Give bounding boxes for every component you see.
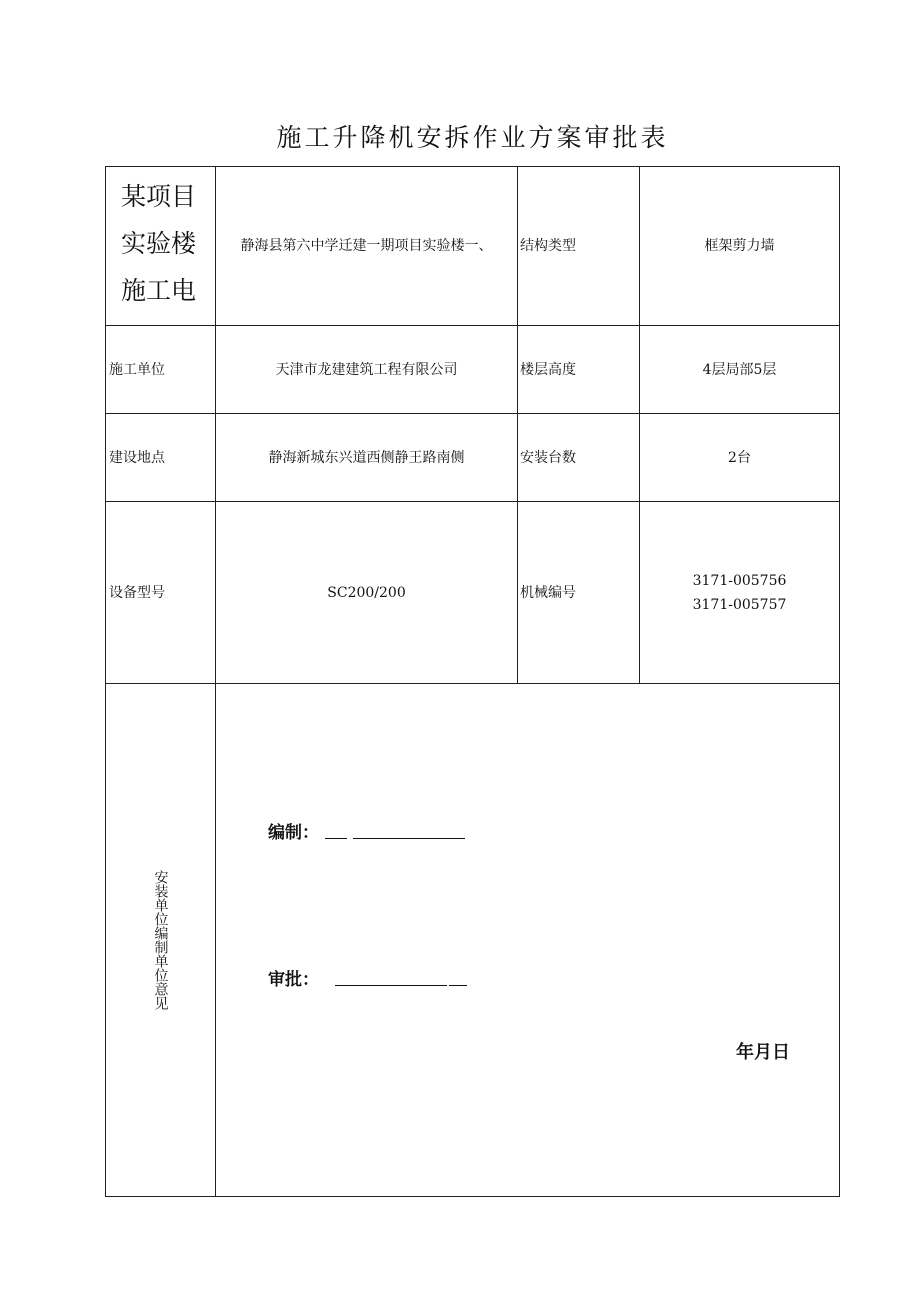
compile-label: 编制：	[268, 823, 319, 843]
approve-blank-long[interactable]	[335, 984, 447, 986]
construction-unit-value: 天津市龙建建筑工程有限公司	[275, 361, 458, 378]
compile-blank-long[interactable]	[353, 837, 465, 839]
structure-type-value: 框架剪力墙	[704, 237, 775, 254]
install-count-label: 安装台数	[520, 449, 576, 466]
page-title: 施工升降机安拆作业方案审批表	[276, 123, 669, 152]
approve-blank-short[interactable]	[449, 984, 467, 986]
project-name-value: 静海县第六中学迁建一期项目实验楼一、	[240, 237, 493, 254]
construction-unit-label: 施工单位	[109, 361, 165, 378]
compile-row	[268, 818, 465, 843]
machine-number-1: 3171-005756	[692, 572, 787, 589]
site-location-label: 建设地点	[109, 449, 165, 466]
project-name-label: 某项目实验楼施工电	[121, 182, 197, 305]
machine-number-label: 机械编号	[520, 584, 576, 601]
floor-height-label: 楼层高度	[520, 361, 576, 378]
opinion-label-cell	[106, 684, 215, 1196]
opinion-label: 安装单位编制单位意见	[152, 870, 169, 1010]
machine-number-2: 3171-005757	[692, 596, 787, 613]
install-count-value: 2台	[728, 449, 751, 466]
equipment-model-label: 设备型号	[109, 584, 165, 601]
machine-number-value	[640, 502, 839, 683]
approve-label: 审批：	[268, 970, 319, 990]
floor-height-value: 4层局部5层	[702, 361, 777, 378]
site-location-value: 静海新城东兴道西侧静王路南侧	[268, 449, 465, 466]
structure-type-label: 结构类型	[520, 237, 576, 254]
date-label: 年月日	[736, 1042, 790, 1063]
approve-row	[268, 965, 467, 990]
compile-blank-short[interactable]	[325, 837, 347, 839]
equipment-model-value: SC200/200	[327, 584, 406, 601]
